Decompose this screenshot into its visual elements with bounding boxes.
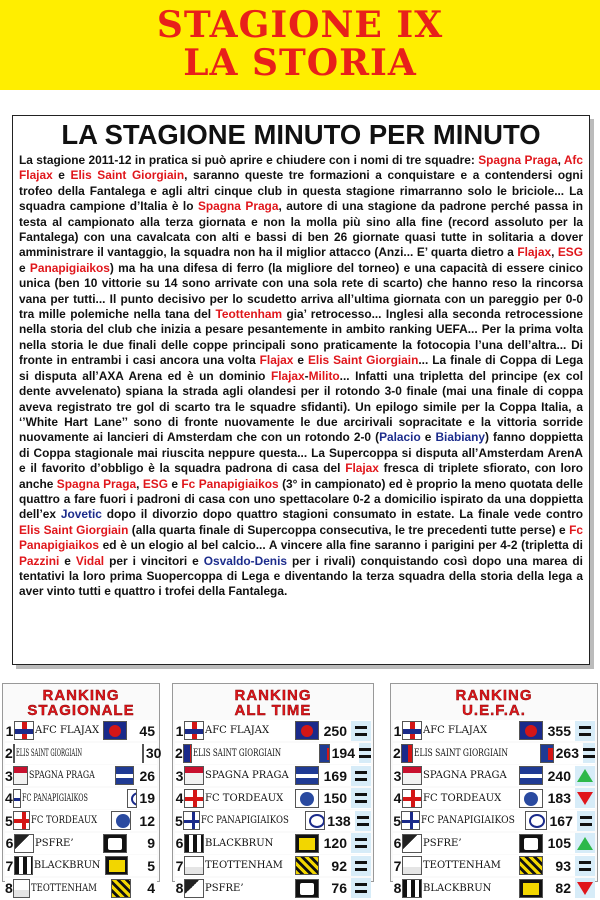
highlighted-name: Fc Panapigiaikos (19, 522, 583, 553)
ranking-position: 1 (175, 722, 184, 739)
trend-indicator (575, 833, 595, 853)
team-name: AFC FLAJAX (205, 725, 270, 736)
ranking-position: 5 (175, 812, 183, 829)
highlighted-name: Pazzini (19, 553, 60, 568)
team-name: FC TORDEAUX (30, 815, 97, 826)
equal-icon (579, 861, 591, 871)
ranking-row (175, 720, 371, 741)
article-text: , (557, 153, 564, 167)
team-name: ELIS SAINT GIORGIAIN (15, 747, 82, 759)
team-jersey-icon (402, 766, 422, 785)
team-crest-icon (540, 744, 554, 763)
trend-indicator (351, 766, 371, 786)
highlighted-name: Fc Panapigiaikos (181, 476, 279, 491)
article-text: , (136, 476, 143, 491)
ranking-position: 2 (175, 745, 183, 761)
team-jersey-icon (13, 879, 30, 898)
team-jersey-icon (13, 789, 22, 808)
team-name: FC PANAPIGIAIKOS (200, 815, 289, 826)
banner-title-line2: LA STORIA (183, 42, 417, 84)
team-name: BLACKBRUN (34, 860, 101, 871)
ranking-row (393, 788, 595, 809)
article-text: (3° in campionato) ed è proprio la meno quotata delle quattro a fare fuori i padroni di casa con uno spettacolare 0-2 a domicilio ispirato da una doppietta dell’ex (19, 476, 583, 522)
team-jersey-icon (184, 856, 204, 875)
team-jersey-icon (184, 789, 204, 808)
ranking-points: 183 (547, 790, 571, 806)
ranking-title-line2: STAGIONALE (27, 702, 135, 719)
equal-icon (583, 748, 595, 758)
highlighted-name: Flajax (259, 353, 294, 368)
team-jersey-icon (402, 834, 422, 853)
team-crest-icon (319, 744, 330, 763)
team-crest-icon (142, 744, 144, 763)
ranking-rows (175, 720, 371, 900)
highlighted-name: Spagna Praga (56, 476, 137, 491)
team-crest-icon (127, 789, 137, 808)
team-crest-icon (115, 766, 134, 785)
team-crest-icon (111, 811, 131, 830)
team-crest-icon (519, 789, 543, 808)
article-text: dopo il divorzio dopo quattro stagioni consumato in estate. La finale vede contro (101, 507, 583, 522)
team-jersey-icon (13, 811, 30, 830)
team-jersey-icon (13, 744, 15, 763)
team-crest-icon (305, 811, 325, 830)
team-name: TEOTTENHAM (205, 860, 283, 871)
article-text: ) fanno doppietta di Coppa stagionale mai riuscita neppure questa... La Supercoppa si disputa all’Amsterdam ArenA e il favorito d’obbligo è la squadra padrona di casa del (19, 430, 583, 476)
ranking-points: 45 (139, 722, 155, 739)
equal-icon (355, 883, 367, 893)
trend-indicator (575, 766, 595, 786)
trend-indicator (351, 788, 371, 808)
ranking-row (5, 810, 157, 831)
team-name: PSFRE’ (35, 837, 74, 849)
ranking-points: 92 (331, 857, 347, 874)
ranking-row (393, 810, 595, 831)
trend-indicator (575, 856, 595, 876)
ranking-row (5, 833, 157, 854)
ranking-points: 26 (139, 767, 156, 784)
team-jersey-icon (402, 856, 422, 875)
equal-icon (580, 816, 592, 826)
article-text: La stagione 2011-12 in pratica si può aprire e chiudere con i nomi di tre squadre: (19, 153, 479, 167)
ranking-position: 3 (5, 767, 13, 784)
article-box (12, 115, 590, 665)
team-crest-icon (295, 721, 319, 740)
team-jersey-icon (402, 879, 422, 898)
ranking-row (393, 833, 595, 854)
team-name: SPAGNA PRAGA (29, 770, 96, 781)
team-name: BLACKBRUN (205, 837, 274, 849)
ranking-title-line2: ALL TIME (234, 702, 312, 719)
highlighted-name: Elis Saint Giorgiain (19, 522, 129, 537)
team-crest-icon (519, 856, 543, 875)
article-text: ) ma ha una difesa di ferro (la migliore del torneo) e una capacità di essere cinico unica (ben 10 vittorie su 14 sono arrivate con una sola rete di scarto) che hanno reso la rincorsa vana per tutti... Il punto decisivo per lo scudetto arriva all’ultima giornata con un pareggio per 0-0 tra mille polemiche nella tana del (19, 260, 584, 322)
highlighted-name: Jovetic (60, 507, 102, 522)
ranking-position: 5 (393, 812, 401, 829)
ranking-points: 30 (145, 745, 162, 761)
ranking-points: 250 (323, 722, 347, 739)
trend-indicator (351, 878, 371, 898)
team-name: FC TORDEAUX (205, 792, 284, 804)
team-name: SPAGNA PRAGA (205, 770, 289, 781)
ranking-title-line1: RANKING (42, 687, 120, 704)
ranking-row (175, 743, 371, 764)
team-crest-icon (519, 721, 543, 740)
team-crest-icon (111, 879, 131, 898)
article-text: e (59, 553, 76, 568)
ranking-row (393, 878, 595, 899)
ranking-row (5, 765, 157, 786)
ranking-points: 138 (327, 812, 351, 829)
team-name: BLACKBRUN (423, 882, 492, 894)
article-text: ed è un elogio al bel calcio... A vincere alla fine saranno i parigini per 4-2 (tripletta di (98, 538, 583, 553)
ranking-row (175, 788, 371, 809)
team-crest-icon (525, 811, 547, 830)
arrow-up-icon (577, 769, 593, 782)
team-name: FC PANAPIGIAIKOS (22, 792, 89, 804)
ranking-points: 76 (331, 880, 347, 896)
team-crest-icon (295, 789, 319, 808)
highlighted-name: Flajax (270, 368, 305, 383)
trend-indicator (351, 721, 371, 741)
ranking-position: 8 (175, 880, 184, 896)
article-text: e (168, 476, 182, 491)
ranking-position: 1 (393, 722, 402, 739)
team-name: PSFRE’ (423, 837, 462, 849)
arrow-down-icon (577, 792, 593, 805)
ranking-position: 8 (393, 880, 402, 896)
ranking-position: 7 (175, 857, 184, 874)
equal-icon (355, 726, 367, 736)
highlighted-name: Elis Saint Giorgiain (307, 353, 419, 368)
ranking-position: 1 (5, 722, 14, 739)
trend-indicator (583, 743, 595, 763)
ranking-points: 19 (139, 790, 155, 806)
highlighted-name: Spagna Praga (478, 153, 558, 167)
ranking-row (393, 855, 595, 876)
ranking-position: 4 (393, 790, 402, 806)
ranking-panel-stagionale (2, 683, 162, 896)
ranking-position: 6 (5, 835, 14, 851)
article-text: e (420, 430, 436, 445)
highlighted-name: Teottenham (215, 307, 283, 322)
trend-indicator (575, 788, 595, 808)
equal-icon (579, 726, 591, 736)
article-text: (alla quarta finale di Supercoppa consecutiva, le tre precedenti tutte perse) e (128, 522, 570, 537)
article-text: , (551, 245, 558, 260)
ranking-position: 2 (393, 745, 401, 761)
article-body (13, 151, 589, 600)
equal-icon (355, 793, 367, 803)
team-jersey-icon (184, 879, 204, 898)
ranking-position: 6 (393, 835, 402, 851)
team-jersey-icon (184, 721, 204, 740)
team-jersey-icon (14, 856, 33, 875)
highlighted-name: Biabiany (435, 430, 486, 445)
ranking-position: 4 (5, 790, 13, 806)
arrow-down-icon (577, 882, 593, 895)
team-jersey-icon (402, 721, 422, 740)
team-jersey-icon (402, 789, 422, 808)
team-crest-icon (105, 856, 128, 875)
ranking-points: 263 (555, 745, 579, 761)
ranking-row (5, 743, 162, 764)
ranking-title-line2: U.E.F.A. (462, 702, 526, 719)
ranking-position: 3 (393, 767, 402, 784)
article-text: , saranno queste tre formazioni a conquistare e a contendersi ogni trofeo della Fantalega e agli altri cinque club in questa stagione rimarranno solo le briciole... La squadra campione d’Italia è lo (19, 168, 583, 214)
team-jersey-icon (13, 766, 29, 785)
ranking-row (175, 765, 371, 786)
equal-icon (355, 771, 367, 781)
team-name: ELIS SAINT GIORGIAIN (413, 747, 508, 759)
team-crest-icon (519, 834, 543, 853)
highlighted-name: Spagna Praga (197, 199, 279, 214)
ranking-points: 93 (555, 857, 571, 874)
ranking-points: 9 (147, 835, 155, 851)
team-crest-icon (103, 834, 127, 853)
ranking-row (175, 855, 371, 876)
ranking-row (393, 720, 595, 741)
ranking-row (393, 743, 595, 764)
trend-indicator (359, 743, 371, 763)
ranking-panel-uefa (390, 683, 598, 896)
team-crest-icon (103, 721, 127, 740)
ranking-points: 4 (147, 880, 155, 896)
ranking-title-line1: RANKING (234, 687, 312, 704)
article-text: gia’ retrocesso... Inglesi alla seconda retrocessione nella storia del club che inizia a pesare pesantemente in ambito ranking UEFA... Per la prima volta nella storia le due finali delle coppe principali sono praticamente la fotocopia l’una dell’altra... Di fronte in entrambi i casi ancora una volta (19, 307, 584, 368)
highlighted-name: ESG (557, 245, 583, 260)
equal-icon (359, 748, 371, 758)
team-name: FC PANAPIGIAIKOS (420, 815, 515, 826)
article-text: ... Infatti una tripletta del principe (ex col dente avvelenato) spiana la strada agli olandesi per il rotondo 3-0 finale (mai una finale di coppa aveva registrato tre gol di scarto tra le squadre sfidanti). Un epilogo simile per la Coppa Italia, a ‘’White Hart Lane’’ sono di fronte nuovamente le due arcirivali sopracitate e la vittoria sorride nuovamente ai lancieri di Amsterdam che con un rotondo 2-0 ( (19, 368, 584, 445)
ranking-row (5, 855, 157, 876)
trend-indicator (351, 833, 371, 853)
team-jersey-icon (401, 744, 413, 763)
team-name: ELIS SAINT GIORGIAIN (192, 747, 281, 759)
article-text: fresca di triplete sfiorato, con loro anche (19, 461, 584, 491)
ranking-points: 82 (555, 880, 571, 896)
ranking-points: 240 (547, 767, 571, 784)
ranking-points: 105 (547, 835, 571, 851)
ranking-position: 5 (5, 812, 13, 829)
team-name: TEOTTENHAM (423, 860, 501, 871)
article-title: LA STAGIONE MINUTO PER MINUTO (61, 119, 541, 150)
arrow-up-icon (577, 837, 593, 850)
ranking-row (175, 833, 371, 854)
article-text: e (52, 168, 71, 183)
ranking-points: 194 (331, 745, 355, 761)
team-name: FC TORDEAUX (423, 792, 502, 804)
article-text: per i vincitori e (104, 553, 204, 568)
equal-icon (355, 838, 367, 848)
header-banner (0, 0, 600, 90)
ranking-position: 8 (5, 880, 13, 896)
team-name: AFC FLAJAX (423, 725, 488, 736)
team-name: SPAGNA PRAGA (423, 770, 507, 781)
ranking-position: 4 (175, 790, 184, 806)
ranking-rows (5, 720, 162, 900)
highlighted-name: Osvaldo-Denis (203, 553, 287, 568)
trend-indicator (351, 856, 371, 876)
team-jersey-icon (184, 766, 204, 785)
ranking-points: 120 (323, 835, 347, 851)
ranking-panel-all-time (172, 683, 374, 896)
highlighted-name: Panapigiaikos (29, 260, 110, 275)
team-name: AFC FLAJAX (35, 725, 100, 736)
trend-indicator (355, 811, 371, 831)
trend-indicator (577, 811, 595, 831)
ranking-position: 3 (175, 767, 184, 784)
ranking-row (5, 720, 157, 741)
team-name: PSFRE’ (205, 882, 244, 894)
article-text: , autore di una stagione da padrone perché passa in testa al campionato alla terza giornata e non la molla più sino alla fine (record assoluto per la Fantalega) con una cavalcata con alti e bassi di ben 26 giornate quasi tutte in solitaria a dover amministrare il vantaggio, la squadra non ha il miglior attacco (Anzi... E’ quarta dietro a (19, 199, 583, 260)
article-text: ... La finale di Coppa di Lega si disputa all’AXA Arena ed è un dominio (19, 353, 583, 383)
team-jersey-icon (14, 721, 34, 740)
team-crest-icon (519, 879, 543, 898)
highlighted-name: Elis Saint Giorgiain (70, 168, 185, 183)
ranking-row (175, 878, 371, 899)
team-jersey-icon (184, 834, 204, 853)
team-jersey-icon (183, 811, 200, 830)
banner-title-line1: STAGIONE IX (156, 4, 444, 46)
ranking-row (393, 765, 595, 786)
highlighted-name: Afc Flajax (19, 153, 583, 183)
team-jersey-icon (401, 811, 419, 830)
ranking-position: 7 (5, 857, 14, 874)
highlighted-name: Vidal (75, 553, 105, 568)
highlighted-name: Flajax (345, 461, 379, 476)
team-crest-icon (295, 766, 319, 785)
ranking-row (175, 810, 371, 831)
trend-indicator (575, 721, 595, 741)
team-name: TEOTTENHAM (30, 882, 97, 894)
highlighted-name: Flajax (517, 245, 552, 260)
ranking-points: 150 (323, 790, 347, 806)
ranking-position: 6 (175, 835, 184, 851)
ranking-position: 7 (393, 857, 402, 874)
ranking-position: 2 (5, 745, 13, 761)
ranking-points: 355 (547, 722, 571, 739)
article-text: - (304, 368, 309, 383)
ranking-title-line1: RANKING (455, 687, 533, 704)
trend-indicator (575, 878, 595, 898)
equal-icon (357, 816, 369, 826)
highlighted-name: ESG (142, 476, 168, 491)
ranking-points: 12 (139, 812, 155, 829)
highlighted-name: Palacio (379, 430, 421, 445)
article-text: e (19, 260, 30, 275)
ranking-points: 5 (147, 857, 155, 874)
article-text: e (293, 353, 308, 368)
team-crest-icon (295, 879, 319, 898)
team-crest-icon (295, 834, 319, 853)
ranking-points: 167 (549, 812, 573, 829)
ranking-row (5, 788, 157, 809)
ranking-row (5, 878, 157, 899)
team-jersey-icon (14, 834, 34, 853)
article-text: per i rivali) conquistando così dopo una marea di tentativi la loro prima Suopercoppa di Lega e diventando la terza squadra della storia della lega a aver vinto tutti e quattro i trofei della Fantalega. (19, 553, 583, 599)
highlighted-name: Milito (308, 368, 340, 383)
team-crest-icon (519, 766, 543, 785)
team-crest-icon (295, 856, 319, 875)
ranking-rows (393, 720, 595, 900)
ranking-points: 169 (323, 767, 347, 784)
team-jersey-icon (183, 744, 192, 763)
equal-icon (355, 861, 367, 871)
